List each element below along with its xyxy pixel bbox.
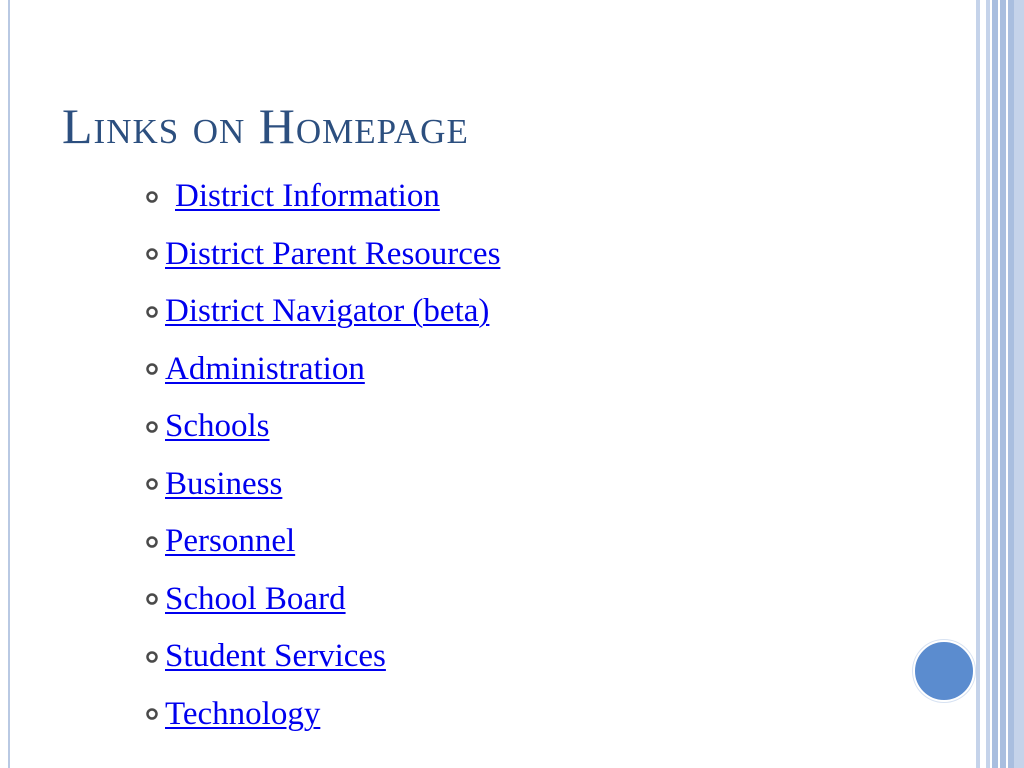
- link-administration[interactable]: Administration: [165, 350, 365, 387]
- link-personnel[interactable]: Personnel: [165, 523, 296, 560]
- link-district-information[interactable]: District Information: [175, 178, 440, 215]
- hollow-circle-bullet-icon: [145, 650, 159, 664]
- hollow-circle-bullet-icon: [145, 707, 159, 721]
- list-item: [145, 226, 500, 284]
- list-item: [145, 571, 500, 629]
- list-item: [145, 456, 500, 514]
- hollow-circle-bullet-icon: [145, 420, 159, 434]
- link-technology[interactable]: Technology: [165, 695, 321, 732]
- link-school-board[interactable]: School Board: [165, 580, 346, 617]
- list-item: [145, 283, 500, 341]
- hollow-circle-bullet-icon: [145, 592, 159, 606]
- list-item: [145, 686, 500, 744]
- link-schools[interactable]: Schools: [165, 408, 270, 445]
- hollow-circle-bullet-icon: [145, 190, 159, 204]
- link-business[interactable]: Business: [165, 465, 283, 502]
- homepage-link-list: [145, 168, 500, 743]
- blue-circle-icon: [913, 640, 975, 702]
- link-student-services[interactable]: Student Services: [165, 638, 386, 675]
- hollow-circle-bullet-icon: [145, 362, 159, 376]
- hollow-circle-bullet-icon: [145, 247, 159, 261]
- left-frame-line: [8, 0, 10, 768]
- list-item: [145, 398, 500, 456]
- link-district-parent-resources[interactable]: District Parent Resources: [165, 235, 501, 272]
- list-item: [145, 341, 500, 399]
- hollow-circle-bullet-icon: [145, 535, 159, 549]
- list-item: [145, 168, 500, 226]
- list-item: [145, 513, 500, 571]
- hollow-circle-bullet-icon: [145, 477, 159, 491]
- list-item: [145, 628, 500, 686]
- hollow-circle-bullet-icon: [145, 305, 159, 319]
- decorative-stripe: [1014, 0, 1024, 768]
- slide-title: Links on Homepage: [62, 98, 469, 154]
- link-district-navigator[interactable]: District Navigator (beta): [165, 293, 490, 330]
